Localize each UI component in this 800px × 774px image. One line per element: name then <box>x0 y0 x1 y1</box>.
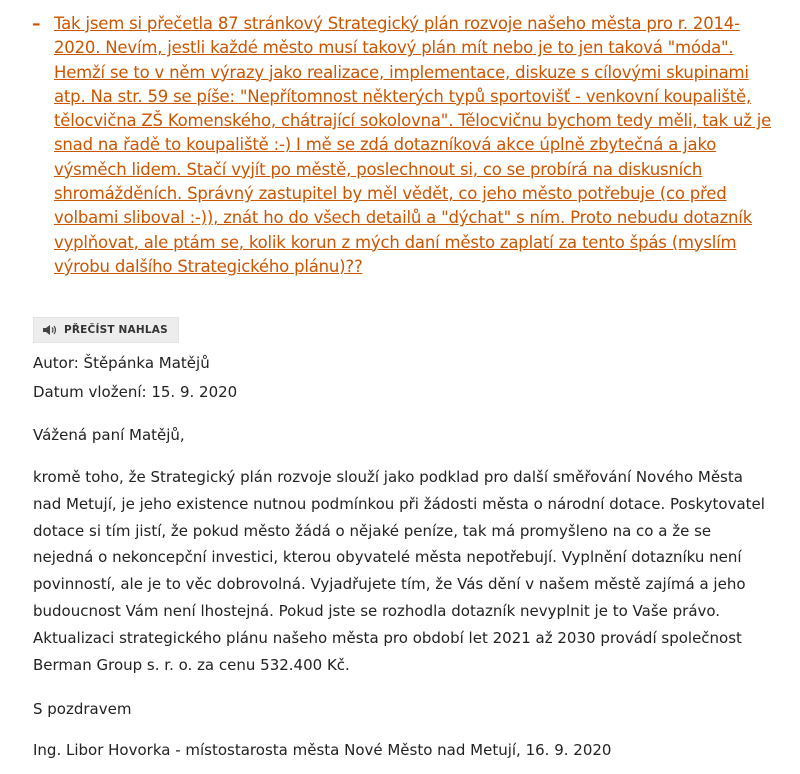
closing-text: S pozdravem <box>33 700 132 718</box>
answer-body <box>33 464 773 678</box>
read-aloud-label: PŘEČÍST NAHLAS <box>64 324 168 336</box>
greeting <box>33 422 773 449</box>
answer-text: kromě toho, že Strategický plán rozvoje slouží jako podklad pro další směřování Nového Města nad Metují, je jeho existence nutnou podmínkou při žádosti města o národní dotace. Poskytovatel dotace si tím jistí, že pokud město žádá o nějaké peníze, tak má promyšleno na co a že se nejedná o nekoncepční investici, kterou obyvatelé města nepotřebují. Vyplnění dotazníku není povinností, ale je to věc dobrovolná. Vyjadřujete tím, že Vás dění v našem městě zajímá a jeho budoucnost Vám není lhostejná. Pokud jste se rozhodla dotazník nevyplnit je to Vaše právo. Aktualizaci strategického plánu našeho města pro období let 2021 až 2030 provádí společnost Berman Group s. r. o. za cenu 532.400 Kč. <box>33 468 765 674</box>
question-link[interactable]: Tak jsem si přečetla 87 stránkový Strategický plán rozvoje našeho města pro r. 2014-2020. Nevím, jestli každé město musí takový plán mít nebo je to jen taková "móda". Hemží se to v něm výrazy jako realizace, implementace, diskuze s cílovými skupinami atp. Na str. 59 se píše: "Nepřítomnost některých typů sportovišť - venkovní koupaliště, tělocvična ZŠ Komenského, chátrající sokolovna". Tělocvičnu bychom tedy měli, tak už je snad na řadě to koupaliště :-) I mě se zdá dotazníková akce úplně zbytečná a jako výsměch lidem. Stačí vyjít po městě, poslechnout si, co se probírá na diskusních shromážděních. Správný zastupitel by měl vědět, co jeho město potřebuje (co před volbami sliboval :-)), znát ho do všech detailů a "dýchat" s ním. Proto nebudu dotazník vyplňovat, ale ptám se, kolik korun z mých daní město zaplatí za tento špás (myslím výrobu dalšího Strategického plánu)?? <box>54 14 772 276</box>
date: Datum vložení: 15. 9. 2020 <box>33 383 238 401</box>
greeting-text: Vážená paní Matějů, <box>33 426 185 444</box>
closing <box>33 696 773 723</box>
author: Autor: Štěpánka Matějů <box>33 354 210 372</box>
signature <box>33 737 773 764</box>
read-aloud-button[interactable] <box>33 317 179 343</box>
dash-icon: – <box>32 14 41 34</box>
speaker-icon <box>42 324 58 336</box>
question-block <box>32 12 772 279</box>
signature-text: Ing. Libor Hovorka - místostarosta města Nové Město nad Metují, 16. 9. 2020 <box>33 741 612 759</box>
